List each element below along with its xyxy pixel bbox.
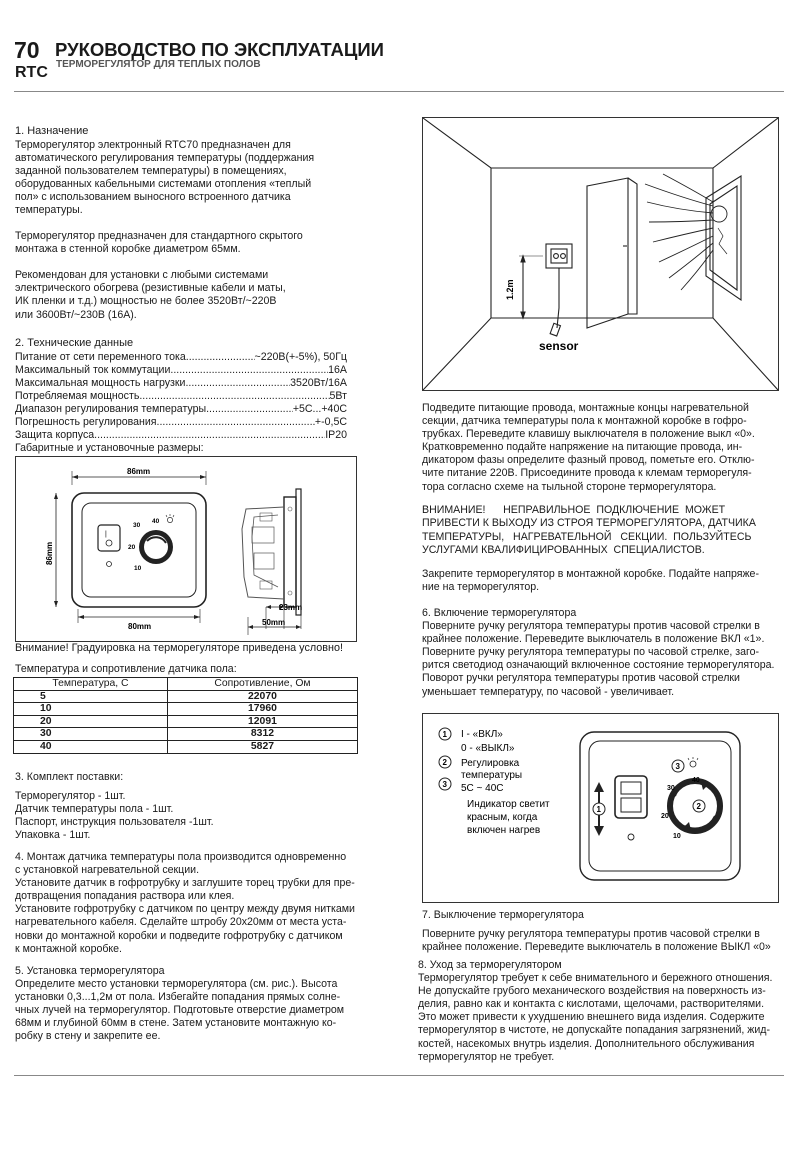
dial-label-10: 10 — [673, 833, 681, 840]
install-line: Определите место установки терморегулятора (см. рис.). Высота — [15, 978, 338, 991]
side-view — [242, 489, 301, 615]
power-on-line: уменьшает температуру, по часовой - увеличивает. — [422, 685, 675, 698]
purpose-line: оборудованных кабельными системами отопления «теплый — [15, 177, 312, 190]
header — [14, 38, 784, 98]
purpose-line: температуры. — [15, 203, 83, 216]
install-line: 68мм и глубиной 60мм в стене. Затем установите монтажную ко- — [15, 1017, 337, 1030]
care-line: Терморегулятор требует к себе внимательного и бережного отношения. — [418, 972, 773, 985]
care-line: терморегулятор не требует. — [418, 1050, 555, 1063]
legend-adjust-line: температуры — [461, 770, 523, 781]
sensor-heading: 4. Монтаж датчика температуры пола производится одновременно — [15, 851, 347, 863]
purpose-line: электрического обогрева (резистивные кабели и маты, — [15, 282, 286, 295]
dimensions-drawing — [16, 457, 356, 641]
power-on-line: Поверните ручку регулятора температуры по часовой стрелке, заго- — [422, 646, 760, 659]
footer-divider — [14, 1075, 784, 1076]
kit-item: Паспорт, инструкция пользователя -1шт. — [15, 816, 214, 829]
mount-line: Закрепите терморегулятор в монтажной коробке. Подайте напряже- — [422, 568, 759, 580]
diagram-marker-3: 3 — [675, 762, 680, 771]
purpose-line: или 3600Вт/~230В (16А). — [15, 308, 137, 321]
power-on-heading: 6. Включение терморегулятора — [422, 607, 577, 619]
power-off-line: Поверните ручку регулятора температуры против часовой стрелки в — [422, 928, 760, 941]
dimensions-figure — [15, 456, 357, 642]
purpose-line: Рекомендован для установки с любыми системами — [15, 269, 269, 282]
sensor-line: с установкой нагревательной секции. — [15, 864, 200, 877]
table-cell: 12091 — [167, 715, 357, 728]
power-on-line: рится светодиод означающий включенное состояние терморегулятора. — [422, 659, 775, 672]
dial-label-30: 30 — [133, 522, 141, 529]
sensor-line: дотвращения попадания раствора или клея. — [15, 890, 235, 903]
control-diagram — [422, 713, 779, 903]
legend-marker-2: 2 — [442, 758, 447, 767]
table-row — [14, 740, 358, 753]
spec-row: Диапазон регулирования температуры ..... +5С...+40С — [15, 403, 347, 416]
control-legend — [423, 714, 778, 902]
dial-label-20: 20 — [661, 813, 669, 820]
section-mount — [422, 568, 784, 594]
diagram-marker-2: 2 — [696, 802, 701, 811]
dim-height-left: 86mm — [45, 541, 54, 565]
sensor-line: новки до монтажной коробки и подведите гофротрубку с датчиком — [15, 929, 343, 942]
column-header: Сопротивление, Ом — [167, 678, 357, 691]
kit-heading: 3. Комплект поставки: — [15, 771, 124, 783]
table-row — [14, 690, 358, 703]
document-subtitle: ТЕРМОРЕГУЛЯТОР ДЛЯ ТЕПЛЫХ ПОЛОВ — [56, 59, 261, 70]
section-wiring — [422, 402, 784, 494]
spec-row: Погрешность регулирования ..... +-0,5С — [15, 416, 347, 429]
wiring-line: Кратковременно подайте напряжение на питающие провода, ин- — [422, 441, 743, 454]
room-drawing — [423, 118, 778, 390]
table-cell: 30 — [14, 728, 168, 741]
dim-width-top: 86mm — [127, 467, 151, 476]
section-sensor-install — [15, 851, 375, 956]
purpose-heading: 1. Назначение — [15, 125, 89, 137]
spec-row: Максимальная мощность нагрузки ..... 3520Вт/16А — [15, 377, 347, 390]
switch-mark: | — [105, 531, 107, 538]
legend-marker-3: 3 — [442, 780, 447, 789]
wiring-line: тора согласно схеме на тыльной стороне терморегулятора. — [422, 480, 717, 493]
model-number: 70 — [14, 37, 40, 63]
purpose-line: Терморегулятор электронный RTC70 предназначен для — [15, 138, 291, 151]
section-thermostat-install — [15, 965, 375, 1044]
install-line: установки 0,3...1,2м от пола. Избегайте попадания прямых солне- — [15, 991, 341, 1004]
sensor-line: нагревательного кабеля. Сделайте штробу 20х20мм от места уста- — [15, 916, 347, 929]
table-cell: 5827 — [167, 740, 357, 753]
table-row — [14, 703, 358, 716]
purpose-line: Терморегулятор предназначен для стандартного скрытого — [15, 230, 303, 243]
table-cell: 5 — [14, 690, 168, 703]
table-cell: 10 — [14, 703, 168, 716]
legend-indicator-line: включен нагрев — [467, 825, 541, 836]
caution-line: ПРИВЕСТИ К ВЫХОДУ ИЗ СТРОЯ ТЕРМОРЕГУЛЯТОРА, ДАТЧИКА — [422, 517, 756, 530]
header-divider — [14, 91, 784, 92]
care-line: делия, равно как и контакта с кислотами, щелочами, растворителями. — [418, 998, 765, 1011]
table-cell: 40 — [14, 740, 168, 753]
power-on-line: Поверните ручку регулятора температуры против часовой стрелки в — [422, 620, 760, 633]
sensor-line: Установите датчик в гофротрубку и заглушите торец трубки для пре- — [15, 877, 355, 890]
calibration-warning: Внимание! Градуировка на терморегуляторе приведена условно! — [15, 642, 343, 654]
caution-line: ТЕМПЕРАТУРЫ, НАГРЕВАТЕЛЬНОЙ СЕКЦИИ. ПОЛЬЗУЙТЕСЬ — [422, 530, 752, 543]
legend-range: 5С ~ 40С — [461, 783, 504, 794]
legend-indicator-line: красным, когда — [467, 812, 538, 823]
kit-item: Упаковка - 1шт. — [15, 829, 91, 842]
document-title: РУКОВОДСТВО ПО ЭКСПЛУАТАЦИИ — [55, 39, 384, 60]
caution-line: ВНИМАНИЕ! НЕПРАВИЛЬНОЕ ПОДКЛЮЧЕНИЕ МОЖЕТ — [422, 504, 726, 516]
dimensions-heading: Габаритные и установочные размеры: — [15, 442, 204, 455]
caution-notice — [422, 504, 774, 557]
dim-total-depth: 50mm — [262, 618, 286, 627]
table-cell: 22070 — [167, 690, 357, 703]
care-line: Это может привести к ухудшению внешнего вида изделия. Содержите — [418, 1011, 765, 1024]
purpose-line: ИК пленки и т.д.) мощностью не более 3520Вт/~220В — [15, 295, 277, 308]
sensor-resistance-table — [13, 677, 358, 754]
kit-item: Датчик температуры пола - 1шт. — [15, 803, 174, 816]
section-kit — [15, 771, 355, 842]
install-line: робку в стену и закрепите ее. — [15, 1030, 161, 1043]
power-off-line: крайнее положение. Переведите выключатель в положение ВЫКЛ «0» — [422, 941, 771, 954]
dial-label-40: 40 — [692, 777, 700, 784]
table-header-row — [14, 678, 358, 691]
power-off-heading: 7. Выключение терморегулятора — [422, 909, 584, 921]
wiring-line: Подведите питающие провода, монтажные концы нагревательной — [422, 402, 749, 414]
sensor-line: Установите гофротрубку с датчиком по центру между двумя нитками — [15, 903, 355, 916]
specs-heading: 2. Технические данные — [15, 337, 134, 349]
spec-row: Защита корпуса ..... IP20 — [15, 429, 347, 442]
care-line: терморегулятор в чистоте, не допускайте попадания загрязнений, жид- — [418, 1024, 770, 1037]
legend-indicator-line: Индикатор светит — [467, 799, 550, 810]
section-power-on — [422, 607, 792, 699]
wiring-line: чите питание 220В. Присоедините провода к клемам терморегуля- — [422, 467, 752, 480]
purpose-line: пол» с использованием выносного встроенного датчика — [15, 190, 291, 203]
dial-label-20: 20 — [128, 544, 136, 551]
table-cell: 8312 — [167, 728, 357, 741]
care-heading: 8. Уход за терморегулятором — [418, 959, 562, 971]
purpose-line: монтажа в стенной коробке диаметром 65мм. — [15, 243, 241, 256]
legend-off: 0 - «ВЫКЛ» — [461, 743, 515, 754]
care-line: Не допускайте грубого механического воздействия на поверхность из- — [418, 985, 766, 998]
wiring-line: трубках. Переведите клавишу выключателя в положение выкл «0». — [422, 428, 755, 441]
mount-line: ние на терморегулятор. — [422, 581, 540, 594]
room-illustration — [422, 117, 779, 391]
table-row — [14, 728, 358, 741]
section-specs — [15, 337, 347, 455]
wiring-line: секции, датчика температуры пола к монтажной коробке в гофро- — [422, 415, 747, 428]
dial-label-30: 30 — [667, 785, 675, 792]
table-cell: 20 — [14, 715, 168, 728]
spec-row: Питание от сети переменного тока ..... ~220В(+-5%), 50Гц — [15, 351, 347, 364]
legend-on: I - «ВКЛ» — [461, 729, 503, 740]
dial-label-40: 40 — [152, 518, 160, 525]
power-on-line: крайнее положение. Переведите выключатель в положение ВКЛ «1». — [422, 633, 765, 646]
legend-marker-1: 1 — [442, 730, 447, 739]
kit-item: Терморегулятор - 1шт. — [15, 790, 126, 803]
spec-row: Максимальный ток коммутации ..... 16А — [15, 364, 347, 377]
dim-depth: 23mm — [279, 603, 303, 612]
model-code: RTC — [15, 64, 48, 81]
install-heading: 5. Установка терморегулятора — [15, 965, 165, 977]
section-power-off — [422, 909, 792, 954]
table-caption: Температура и сопротивление датчика пола: — [15, 663, 237, 675]
column-header: Температура, С — [14, 678, 168, 691]
sensor-line: к монтажной коробке. — [15, 942, 123, 955]
mount-height-label: 1.2m — [505, 279, 515, 300]
section-care — [418, 959, 788, 1064]
section-purpose — [15, 125, 355, 322]
purpose-line: заданной пользователем температуры) в помещениях, — [15, 164, 287, 177]
wiring-line: дикатором фазы определите фазный провод, пометьте его. Отклю- — [422, 454, 755, 467]
legend-adjust-line: Регулировка — [461, 758, 520, 769]
sensor-label: sensor — [539, 339, 579, 353]
diagram-marker-1: 1 — [596, 805, 601, 814]
spec-row: Потребляемая мощность ..... 5Вт — [15, 390, 347, 403]
caution-line: УСЛУГАМИ КВАЛИФИЦИРОВАННЫХ СПЕЦИАЛИСТОВ. — [422, 543, 705, 556]
dim-width-bottom: 80mm — [128, 622, 152, 631]
install-line: чных лучей на терморегулятор. Подготовьте отверстие диаметром — [15, 1004, 345, 1017]
table-cell: 17960 — [167, 703, 357, 716]
purpose-line: автоматического регулирования температуры (поддержания — [15, 151, 315, 164]
dial-label-10: 10 — [134, 565, 142, 572]
table-row — [14, 715, 358, 728]
care-line: костей, насекомых внутрь изделия. Дополнительного обслуживания — [418, 1037, 755, 1050]
power-on-line: Поворот ручки регулятора температуры против часовой стрелки — [422, 672, 740, 685]
